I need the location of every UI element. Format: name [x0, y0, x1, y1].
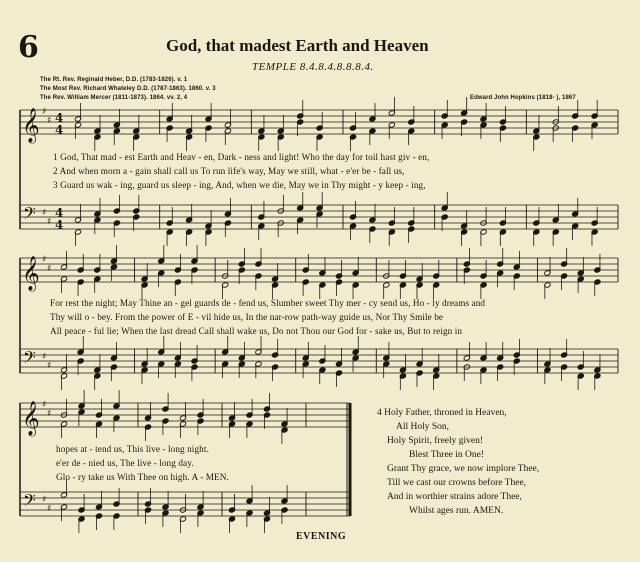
stanza4-line-6: Till we cast our crowns before Thee, — [387, 478, 527, 488]
bass-clef-icon: 𝄢 — [23, 347, 36, 371]
stanza4-line-2: All Holy Son, — [396, 422, 450, 432]
lyric-s3-verse2: e'er de - nied us, The live - long day. — [56, 458, 194, 468]
sharp-icon: ♯ — [47, 217, 52, 227]
sharp-icon: ♯ — [47, 116, 52, 126]
hymn-number: 6 — [18, 30, 39, 65]
hymn-title: God, that madest Earth and Heaven — [166, 36, 429, 55]
time-signature-bottom: 4 — [55, 123, 64, 137]
lyric-s1-verse3: 3 Guard us wak - ing, guard us sleep - ing, And, when we die, May we in Thy might - y keep - ing, — [53, 180, 426, 190]
sharp-icon: ♯ — [42, 495, 47, 505]
stanza4-line-3: Holy Spirit, freely given! — [387, 436, 484, 446]
credit-author-1: The Rt. Rev. Reginald Heber, D.D. (1783-1826). v. 1 — [40, 77, 188, 83]
treble-clef-icon: 𝄞 — [22, 108, 40, 143]
lyric-s2-verse1: For rest the night; May Thine an - gel guards de - fend us, Slumber sweet Thy mer - cy send us, Ho - ly dreams and — [50, 298, 486, 308]
sharp-icon: ♯ — [47, 409, 52, 419]
time-signature-top: 4 — [55, 111, 64, 125]
stanza4-line-5: Grant Thy grace, we now implore Thee, — [387, 464, 540, 474]
sharp-icon: ♯ — [47, 504, 52, 514]
bass-clef-icon: 𝄢 — [23, 203, 36, 227]
time-signature-bottom: 4 — [55, 218, 64, 232]
stanza4-line-4: Blest Three in One! — [409, 450, 485, 460]
bass-clef-icon: 𝄢 — [23, 490, 36, 514]
lyric-s1-verse2: 2 And when morn a - gain shall call us To run life's way, May we still, what - e'er be - fall us, — [53, 166, 405, 176]
time-signature-top: 4 — [55, 206, 64, 220]
sharp-icon: ♯ — [42, 352, 47, 362]
lyric-s1-verse1: 1 God, That mad - est Earth and Heav - en, Dark - ness and light! Who the day for toil hast giv - en, — [53, 152, 430, 162]
tune-name: TEMPLE 8.4.8.4.8.8.8.4. — [252, 61, 374, 73]
lyric-s2-verse2: Thy will o - bey. From the power of E - vil hide us, In the nar-row path-way guide us, Nor Thy Smile be — [50, 312, 444, 322]
lyric-s2-verse3: All peace - ful lie; When the last dread Call shall wake us, Do not Thou our God for - sake us, But to reign in — [50, 326, 463, 336]
stanza4-line-7: And in worthier strains adore Thee, — [387, 492, 522, 502]
lyric-s3-verse3: Glo - ry take us With Thee on high. A - MEN. — [56, 472, 229, 482]
credit-composer: Edward John Hopkins (1818- ), 1867 — [470, 95, 576, 101]
credit-author-3: The Rev. William Mercer (1811-1873). 1864. vv. 2, 4 — [40, 95, 188, 101]
sharp-icon: ♯ — [42, 107, 47, 117]
treble-clef-icon: 𝄞 — [22, 256, 40, 291]
lyric-s3-verse1: hopes at - tend us, This live - long night. — [56, 444, 209, 454]
sharp-icon: ♯ — [47, 264, 52, 274]
sharp-icon: ♯ — [42, 400, 47, 410]
stanza4-line-1: 4 Holy Father, throned in Heaven, — [377, 408, 507, 418]
credit-author-2: The Most Rev. Richard Whateley D.D. (1787-1863). 1860. v. 3 — [40, 86, 216, 92]
sharp-icon: ♯ — [42, 208, 47, 218]
sharp-icon: ♯ — [42, 255, 47, 265]
treble-clef-icon: 𝄞 — [22, 401, 40, 436]
footer-section-label: EVENING — [296, 531, 347, 542]
stanza4-line-8: Whilst ages run. AMEN. — [409, 506, 504, 516]
sharp-icon: ♯ — [47, 361, 52, 371]
